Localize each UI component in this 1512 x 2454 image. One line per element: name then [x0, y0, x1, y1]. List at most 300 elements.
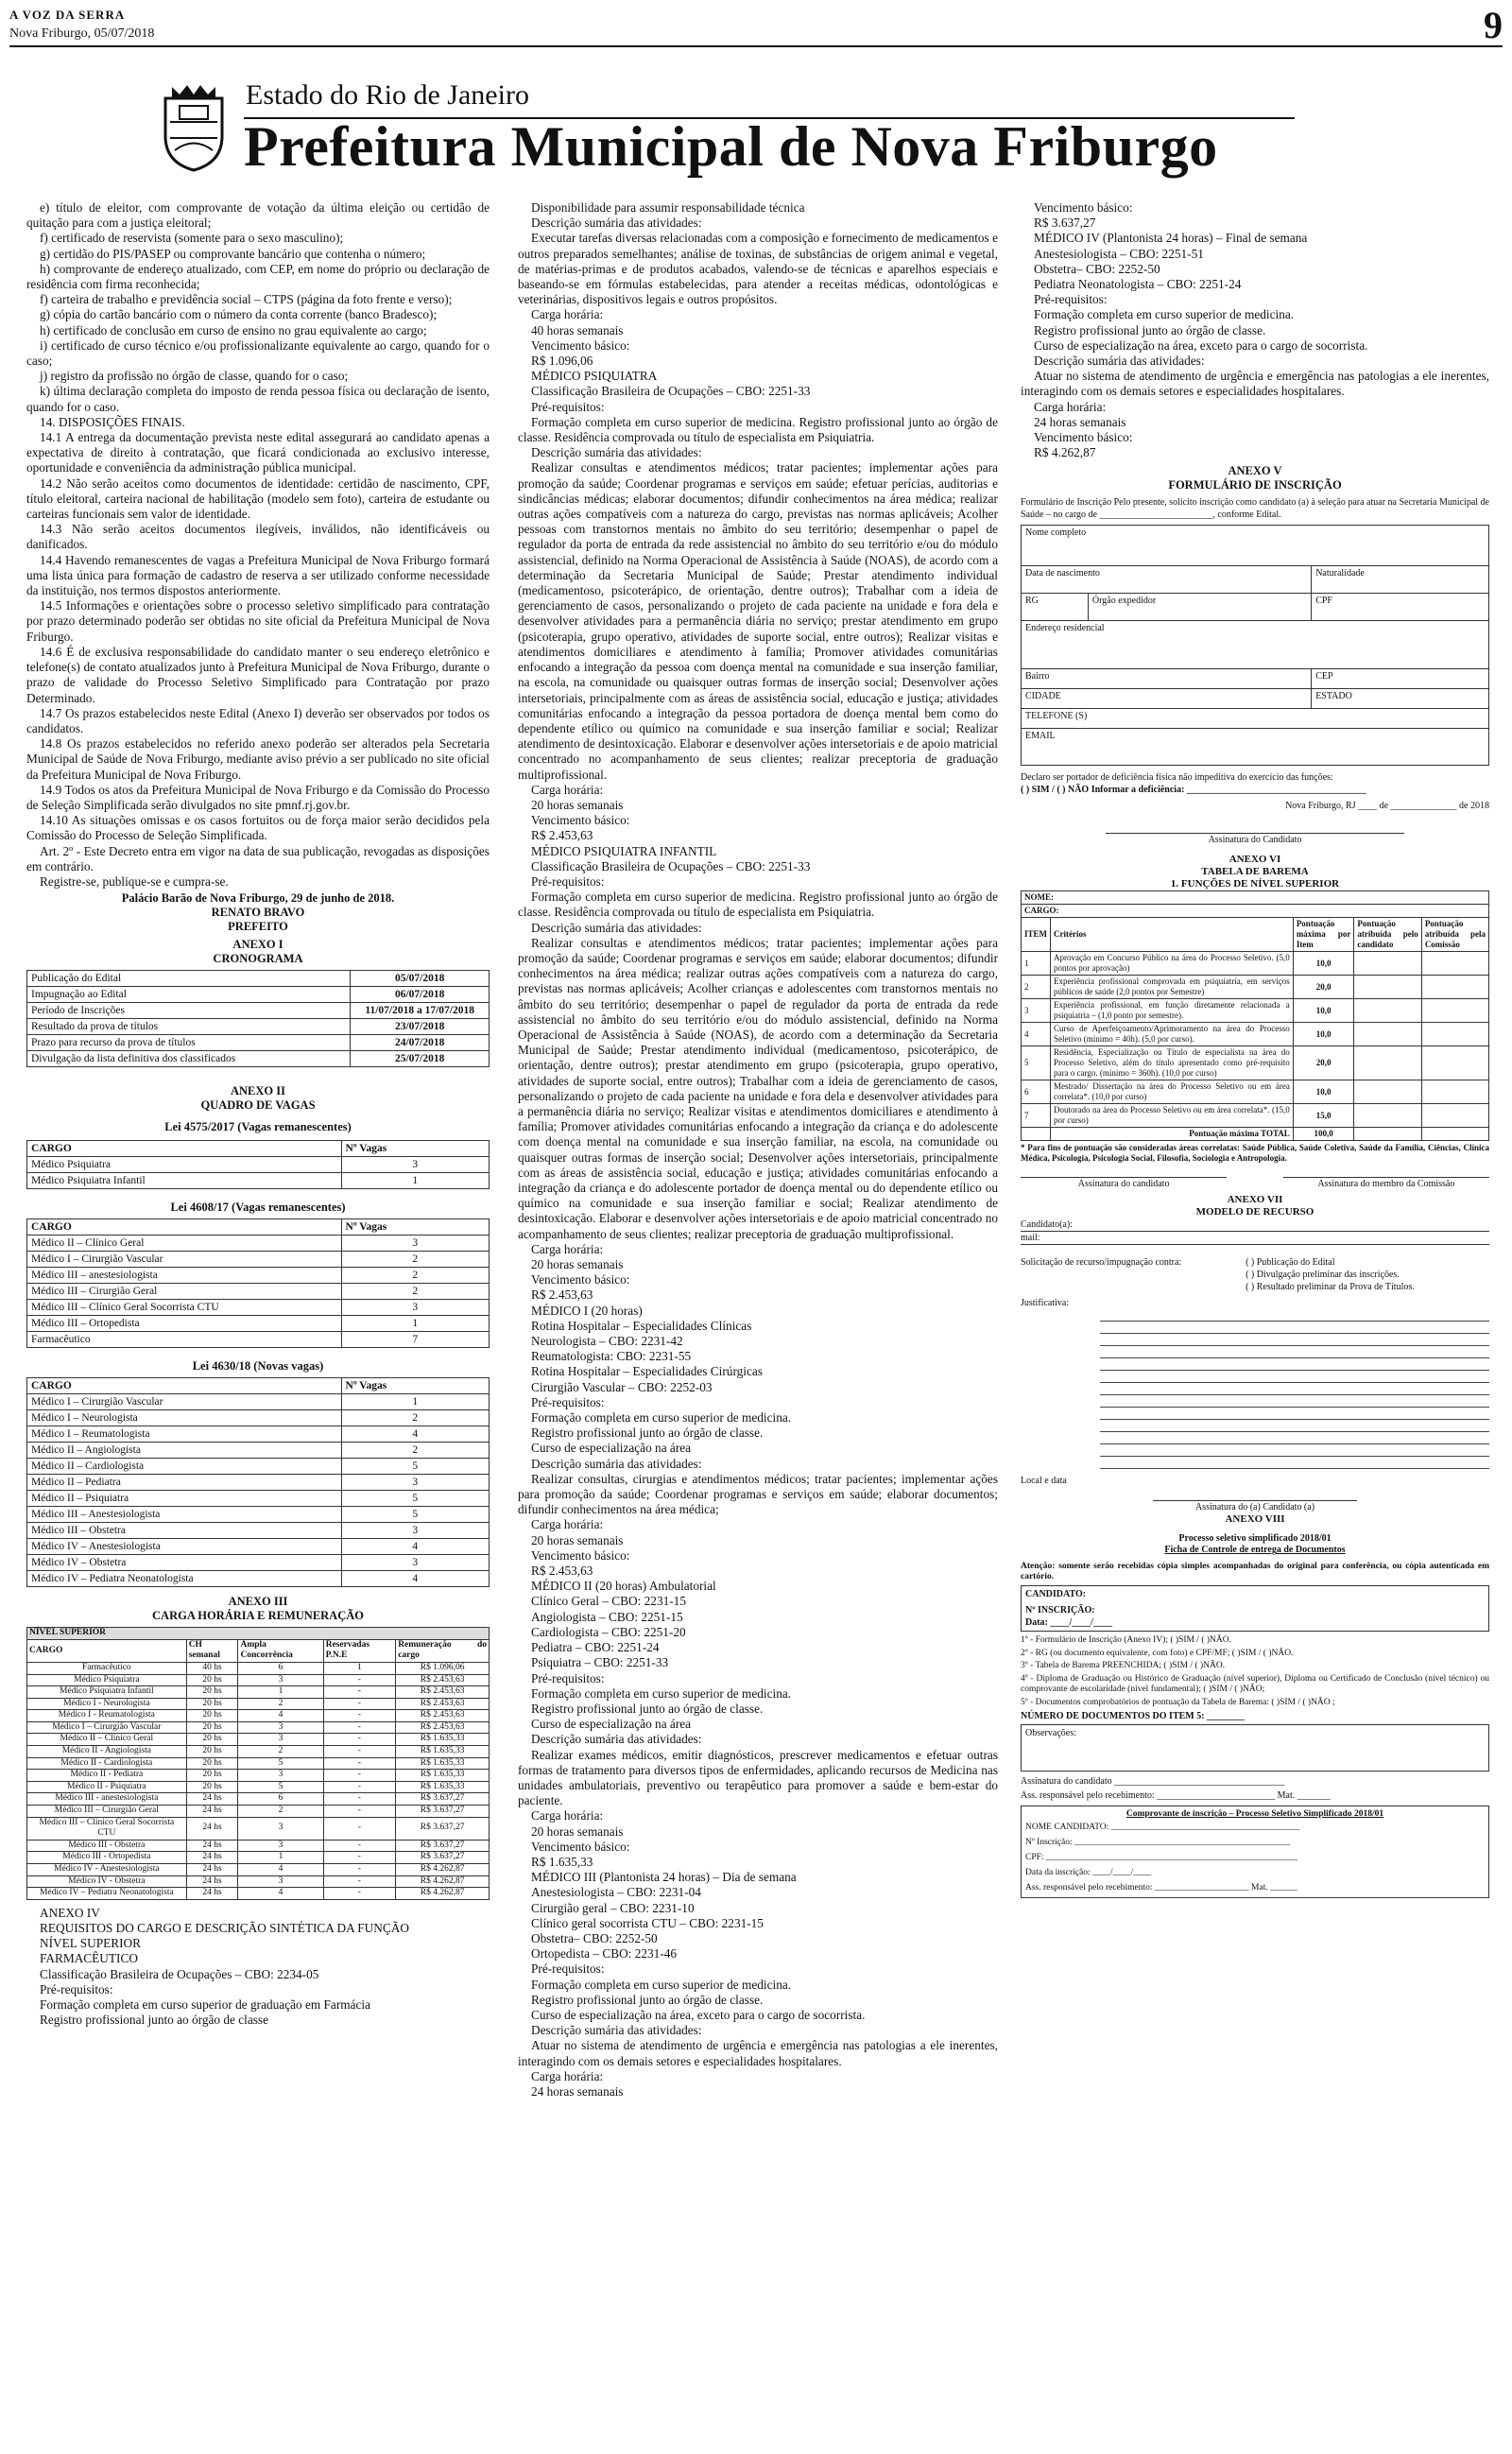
table-row [27, 971, 490, 987]
table-row [27, 1268, 490, 1284]
committee-points-cell[interactable] [1421, 1046, 1488, 1080]
table-cell: - [323, 1781, 396, 1793]
max-points-cell: 10,0 [1293, 1080, 1354, 1104]
table-cell: - [323, 1817, 396, 1840]
paragraph: R$ 1.096,06 [531, 354, 593, 369]
header-cell: CH semanal [186, 1639, 238, 1662]
table-cell: R$ 1.635,33 [396, 1781, 490, 1793]
table-cell: 3 [238, 1817, 323, 1840]
paragraph: 14.6 É de exclusiva responsabilidade do candidato manter o seu endereço eletrônico e telefone(s) de contato atualizados junto à Prefeitura Municipal de Nova Friburgo, durante o prazo de validade do Processo Seletivo Simplificado para Contratação por prazo Determinado. [26, 644, 490, 705]
paragraph: Formação completa em curso superior de medicina. [531, 1410, 792, 1426]
table-cell: Médico I - Neurologista [27, 1698, 187, 1710]
table-cell: R$ 3.637,27 [396, 1793, 490, 1806]
paragraph: Formação completa em curso superior de graduação em Farmácia [40, 1997, 371, 2013]
paragraph: Descrição sumária das atividades: [531, 1732, 702, 1747]
writing-line[interactable] [1100, 1358, 1489, 1371]
table-cell: 24 hs [186, 1793, 238, 1806]
paragraph: Realizar consultas e atendimentos médicos; tratar pacientes; implementar ações para promoção da saúde; Coordenar programas e serviços em saúde; efetuar perícias, auditorias e sindicâncias médicas; elaborar documentos; difundir conhecimentos na área médica; realizar outras ações compatíveis com a natureza do cargo, previstas nas normas aplicáveis; Acolher pessoas com transtornos mentais no âmbito do seu território; desempenhar o papel de regulador da porta de entrada da rede assistencial no âmbito do seu território e/ou do módulo assistencial, definido na Norma Operacional de Assistência à Saúde (NOAS), de acordo com a determinação da Secretaria Municipal de Saúde; Prestar atendimento individual (medicamentoso, psicoterápico, de orientação, dentre outros); Trabalhar com a ideia de gerenciamento de casos, personalizando o projeto de cada paciente na unidade e fora dela e desenvolver atividades para a permanência diária no serviço; prestar atendimento em grupo (psicoterapia, grupo operativo, atividades de suporte social, entre outros); Realizar visitas e atendimentos domiciliares e atendimento à família; Promover atividades comunitárias enfocando a integração da pessoa com doença mental na comunidade e sua inserção familiar, na escola, na comunidade ou quaisquer outras formas de inserção social; Desenvolver ações intersetoriais, principalmente com as áreas de assistência social, educação e justiça; atividades comunitárias enfocando a integração da pessoa portadora de doença mental bem como do dependente etílico ou químico na comunidade e sua inserção familiar e social; Realizar atendimento de desintoxicação. Elaborar e desenvolver ações intersetoriais e de apoio matricial concentrado no acompanhamento de seus clientes; realizar preceptoria de graduação multiprofissional. [518, 460, 998, 782]
paragraph: Reumatologista: CBO: 2231-55 [531, 1349, 692, 1364]
vagas-cell: 3 [341, 1300, 489, 1316]
writing-line[interactable] [1100, 1432, 1489, 1444]
paragraph: FARMACÊUTICO [40, 1951, 138, 1966]
paragraph: Rotina Hospitalar – Especialidades Clínicas [531, 1318, 752, 1333]
paragraph: Registro profissional junto ao órgão de classe. [1034, 322, 1266, 337]
cargo-cell: Médico II – Pediatra [27, 1475, 342, 1491]
job-descriptions-cont [1021, 200, 1489, 460]
paragraph: MÉDICO I (20 horas) [531, 1303, 643, 1318]
paragraph: Rotina Hospitalar – Especialidades Cirúrgicas [531, 1364, 763, 1379]
item-cell: 4 [1022, 1023, 1051, 1046]
header-vagas: Nº Vagas [341, 1141, 489, 1157]
paragraph: Classificação Brasileira de Ocupações – CBO: 2251-33 [531, 384, 811, 399]
annex8-attention: Atenção: somente serão recebidas cópia simples acompanhadas do original para conferência, ou cópia autenticada em cartório. [1021, 1562, 1489, 1582]
vagas-cell: 5 [341, 1507, 489, 1523]
paragraph: 14.5 Informações e orientações sobre o processo seletivo simplificado para contratação por prazo determinado poderão ser obtidas no site oficial da Prefeitura Municipal de Nova Friburgo. [26, 598, 490, 644]
table-cell: R$ 4.262,87 [396, 1875, 490, 1888]
paragraph: Curso de especialização na área, exceto para o cargo de socorrista. [1034, 337, 1368, 353]
paragraph: 14.9 Todos os atos da Prefeitura Municipal de Nova Friburgo e da Comissão do Processo de Seleção Simplificada serão divulgados no site pmnf.rj.gov.br. [26, 782, 490, 812]
vagas-cell: 2 [341, 1443, 489, 1459]
header-cargo: CARGO [27, 1378, 342, 1394]
appeal-request-label: Solicitação de recurso/impugnação contra: [1021, 1257, 1182, 1269]
paragraph: Carga horária: [531, 2068, 604, 2083]
vagas-cell: 2 [341, 1252, 489, 1268]
paragraph: Classificação Brasileira de Ocupações – CBO: 2251-33 [531, 858, 811, 873]
annex5-intro: Formulário de Inscrição Pelo presente, solicito inscrição como candidato (a) à seleção para atuar na Secretaria Municipal de Saúde – no cargo de ________________________, conforme Edital. [1021, 497, 1489, 521]
table-row [27, 1770, 490, 1782]
schedule-table [26, 970, 490, 1067]
table-cell: 40 hs [186, 1662, 238, 1674]
table-cell: 2 [238, 1698, 323, 1710]
checklist-item[interactable]: 4º - Diploma de Graduação ou Histórico de Graduação (nível superior), Diploma ou Certificado de Conclusão (nível técnico) ou comprovante de escolaridade (nível fundamental); ( )SIM / ( )NÃO; [1021, 1673, 1489, 1695]
disability-declaration: Declaro ser portador de deficiência física não impeditiva do exercício das funções: [1021, 772, 1333, 784]
header-cell: Pontuação atribuída pela Comissão [1421, 918, 1488, 952]
paragraph: Clínico Geral – CBO: 2231-15 [531, 1594, 686, 1609]
committee-points-cell[interactable] [1421, 999, 1488, 1023]
column-2 [518, 200, 998, 2100]
field-estado[interactable]: ESTADO [1312, 689, 1489, 709]
header-cell: Ampla Concorrência [238, 1639, 323, 1662]
table-row [27, 1300, 490, 1316]
candidate-points-cell[interactable] [1354, 1046, 1421, 1080]
table-cell: Médico IV - Obstetra [27, 1875, 187, 1888]
paragraph: Cirurgião geral – CBO: 2231-10 [531, 1900, 695, 1915]
law3-title: Lei 4630/18 (Novas vagas) [192, 1359, 324, 1374]
table-cell: 3 [238, 1721, 323, 1734]
table-row [1022, 1080, 1489, 1104]
table-row [27, 987, 490, 1003]
checklist-item[interactable]: 2º - RG (ou documento equivalente, com foto) e CPF/MF; ( )SIM / ( )NÃO. [1021, 1648, 1294, 1658]
table-cell: 3 [238, 1875, 323, 1888]
table-cell: 1 [238, 1852, 323, 1864]
checklist-item[interactable]: 5º - Documentos comprobatórios de pontuação da Tabela de Barema: ( )SIM / ( )NÃO ; [1021, 1697, 1335, 1707]
table-row [27, 1734, 490, 1746]
header-cell: CARGO [27, 1639, 187, 1662]
table-cell: - [323, 1875, 396, 1888]
vagas-cell: 3 [341, 1555, 489, 1571]
table-row [27, 1746, 490, 1758]
table-cell: 1 [323, 1662, 396, 1674]
appeal-option[interactable]: ( ) Publicação do Edital [1246, 1257, 1335, 1269]
table-cell: - [323, 1793, 396, 1806]
receipt-box [1021, 1806, 1489, 1898]
table-cell: Médico III - Ortopedista [27, 1852, 187, 1864]
paragraph: Executar tarefas diversas relacionadas com a composição e fornecimento de medicamentos e outros preparados semelhantes; análise de toxinas, de substâncias de origem animal e vegetal, de matérias-primas e de produtos acabados, valendo-se de técnicas e aparelhos especiais e baseando-se em fórmulas estabelecidas, para atender a receitas médicas, odontológicas e veterinárias, dispositivos legais e outros propósitos. [518, 231, 998, 307]
disability-options: ( ) SIM / ( ) NÃO Informar a deficiência: ______________________________________ [1021, 785, 1366, 796]
annex8-candidate[interactable]: CANDIDATO: [1025, 1589, 1087, 1600]
table-cell: 20 hs [186, 1770, 238, 1782]
field-bairro[interactable]: Bairro [1022, 669, 1312, 689]
criteria-cell: Residência, Especialização ou Título de especialista na área do Processo Seletivo, além do título apresentado como pré-requisito para o cargo. (mínimo = 360h). (10,0 por curso) [1051, 1046, 1294, 1080]
schedule-date: 24/07/2018 [351, 1035, 490, 1051]
annex2-title: ANEXO II [231, 1084, 285, 1098]
vagas-cell: 4 [341, 1539, 489, 1555]
paragraph: 40 horas semanais [531, 322, 624, 337]
appeal-option[interactable]: ( ) Divulgação preliminar das inscrições. [1246, 1270, 1400, 1281]
table-cell: Médico III – Cirurgião Geral [27, 1806, 187, 1818]
table-row [27, 1491, 490, 1507]
vacancies-table-1 [26, 1140, 490, 1189]
field-name[interactable]: Nome completo [1022, 526, 1489, 566]
paragraph: Pré-requisitos: [531, 1394, 605, 1409]
criteria-cell: Experiência profissional, em função diretamente relacionada a psiquiatria – (1,0 ponto por semestre). [1051, 999, 1294, 1023]
table-row [27, 1555, 490, 1571]
paragraph: REQUISITOS DO CARGO E DESCRIÇÃO SINTÉTICA DA FUNÇÃO [40, 1921, 409, 1935]
paragraph: MÉDICO III (Plantonista 24 horas) – Dia de semana [531, 1870, 797, 1885]
table-cell: 24 hs [186, 1806, 238, 1818]
item-cell: 5 [1022, 1046, 1051, 1080]
decree-text [26, 200, 490, 890]
table-row [27, 1571, 490, 1587]
table-row [27, 1173, 490, 1189]
appeal-option[interactable]: ( ) Resultado preliminar da Prova de Títulos. [1246, 1282, 1415, 1293]
paragraph: Registro profissional junto ao órgão de classe. [531, 1426, 764, 1441]
table-row [27, 1332, 490, 1348]
table-cell: R$ 4.262,87 [396, 1864, 490, 1876]
table-cell: - [323, 1734, 396, 1746]
paragraph: Ortopedista – CBO: 2231-46 [531, 1946, 678, 1961]
table-row [27, 1316, 490, 1332]
table-cell: - [323, 1674, 396, 1686]
receipt-line[interactable]: NOME CANDIDATO: __________________________________________ [1025, 1823, 1300, 1833]
receipt-title: Comprovante de inscrição – Processo Seletivo Simplificado 2018/01 [1125, 1809, 1384, 1820]
checklist-item[interactable]: 3º - Tabela de Barema PREENCHIDA; ( )SIM / ( )NÃO. [1021, 1661, 1226, 1671]
table-cell: 24 hs [186, 1864, 238, 1876]
appeal-justification-lines[interactable] [1100, 1309, 1489, 1469]
annex8-sig-receiver[interactable]: Ass. responsável pelo recebimento: _________________________ Mat. _______ [1021, 1790, 1331, 1802]
committee-points-cell[interactable] [1421, 952, 1488, 976]
annex8-inscription[interactable]: Nº INSCRIÇÃO: [1025, 1605, 1095, 1616]
table-row [27, 1721, 490, 1734]
candidate-points-cell[interactable] [1354, 1023, 1421, 1046]
candidate-points-cell[interactable] [1354, 952, 1421, 976]
receipt-line[interactable]: Nº Inscrição: ________________________________________________ [1025, 1838, 1291, 1848]
table-cell: 6 [238, 1662, 323, 1674]
table-cell: R$ 1.635,33 [396, 1757, 490, 1770]
table-cell: - [323, 1757, 396, 1770]
table-cell: - [323, 1746, 396, 1758]
paragraph: 14.2 Não serão aceitos como documentos de identidade: certidão de nascimento, CPF, título eleitoral, carteira nacional de habilitação (modelo sem foto), carteira de estudante ou carteiras funcionais sem valor de identidade. [26, 475, 490, 522]
vagas-cell: 3 [341, 1236, 489, 1252]
place-date: Nova Friburgo, RJ ____ de ______________ de 2018 [1285, 801, 1489, 812]
appeal-place-date[interactable]: Local e data [1021, 1476, 1067, 1487]
field-cep[interactable]: CEP [1312, 669, 1489, 689]
annex7-title: ANEXO VII [1227, 1194, 1283, 1206]
paragraph: Neurologista – CBO: 2231-42 [531, 1334, 683, 1349]
candidate-points-cell[interactable] [1354, 999, 1421, 1023]
table-cell: Médico II - Psiquiatra [27, 1781, 187, 1793]
table-row [27, 1710, 490, 1722]
table-cell: Médico II – Clínico Geral [27, 1734, 187, 1746]
paragraph: Atuar no sistema de atendimento de urgência e emergência nas patologias a ele inerentes, interagindo com os demais setores e especialidades hospitalares. [1021, 369, 1489, 399]
table-row [27, 1236, 490, 1252]
signer-role: PREFEITO [228, 920, 288, 934]
paragraph: Formação completa em curso superior de medicina. [531, 1685, 792, 1701]
barema-cargo[interactable]: CARGO: [1022, 905, 1489, 918]
table-row [1022, 976, 1489, 999]
barema-table [1021, 890, 1489, 1141]
candidate-points-cell[interactable] [1354, 1080, 1421, 1104]
checklist-item[interactable]: 1º - Formulário de Inscrição (Anexo IV); ( )SIM / ( )NÃO. [1021, 1635, 1231, 1646]
paragraph: g) certidão do PIS/PASEP ou comprovante bancário que contenha o número; [40, 246, 426, 261]
header-vagas: Nº Vagas [341, 1378, 489, 1394]
table-cell: - [323, 1770, 396, 1782]
vagas-cell: 2 [341, 1410, 489, 1426]
paragraph: 14.8 Os prazos estabelecidos no referido anexo poderão ser alterados pela Secretaria Municipal de Saúde de Nova Friburgo, mediante aviso prévio a ser publicado no site oficial da Prefeitura Municipal de Nova Friburgo. [26, 736, 490, 782]
table-row [27, 1443, 490, 1459]
paragraph: R$ 2.453,63 [531, 828, 593, 843]
field-email[interactable]: EMAIL [1022, 729, 1489, 766]
writing-line[interactable] [1100, 1408, 1489, 1420]
candidate-points-cell[interactable] [1354, 1104, 1421, 1128]
law1-title: Lei 4575/2017 (Vagas remanescentes) [164, 1120, 352, 1134]
cargo-cell: Médico I – Reumatologista [27, 1426, 342, 1443]
committee-points-cell[interactable] [1421, 976, 1488, 999]
vacancies-table-3 [26, 1377, 490, 1587]
table-row [1022, 1023, 1489, 1046]
paragraph: Formação completa em curso superior de medicina. Registro profissional junto ao órgão de classe. Residência comprovada ou título de especialista em Psiquiatria. [518, 890, 998, 920]
paragraph: Realizar consultas e atendimentos médicos; tratar pacientes; implementar ações para promoção da saúde; Coordenar programas e serviços em saúde; elaborar documentos; difundir conhecimentos na área médica; realizar outras ações compatíveis com a natureza do cargo, previstas nas normas aplicáveis; Acolher crianças e adolescentes com transtornos mentais no âmbito do seu território; desempenhar o papel de regulador da porta de entrada da rede assistencial no âmbito do seu território e/ou do módulo assistencial, definido na Norma Operacional de Assistência à Saúde (NOAS), de acordo com a determinação da Secretaria Municipal de Saúde; Prestar atendimento individual (medicamentoso, psicoterápico, de orientação, dentre outros); prestar atendimento em grupo (psicoterapia, grupo operativo, atividades de suporte social, entre outros); Trabalhar com a ideia de gerenciamento de casos, personalizando o projeto de cada paciente na unidade e fora dela e desenvolver atividades para a permanência diária no serviço; Realizar visitas e atendimentos domiciliares e atendimento à família; Promover atividades comunitárias enfocando a integração da criança e do adolescente com doença mental na comunidade e sua inserção familiar, na escola, na comunidade ou quaisquer outras formas de inserção social; Desenvolver ações intersetoriais, principalmente com as áreas de assistência social, educação e justiça; atividades comunitárias enfocando a integração da criança e do adolescente portador de doença mental ou do dependente etílico ou químico na comunidade e sua inserção familiar e social; Realizar atendimento de desintoxicação. Elaborar e desenvolver ações intersetoriais e de apoio matricial concentrado no acompanhamento de seus clientes; realizar preceptoria de graduação multiprofissional. [518, 935, 998, 1241]
writing-line[interactable] [1100, 1395, 1489, 1408]
table-cell: R$ 1.635,33 [396, 1746, 490, 1758]
paragraph: Art. 2º - Este Decreto entra em vigor na data de sua publicação, revogadas as disposições em contrário. [26, 843, 490, 873]
table-cell: 24 hs [186, 1840, 238, 1852]
field-orgao[interactable]: Órgão expedidor [1088, 594, 1311, 621]
paragraph: 14.10 As situações omissas e os casos fortuitos ou de força maior serão decididos pela Comissão do Processo de Seleção Simplificada. [26, 813, 490, 843]
paragraph: Pré-requisitos: [1034, 292, 1108, 307]
column-3 [1021, 200, 1489, 1898]
paragraph: Vencimento básico: [531, 1272, 630, 1287]
appeal-mail[interactable]: mail: [1021, 1232, 1489, 1245]
annex8-doc-count[interactable]: NÚMERO DE DOCUMENTOS DO ITEM 5: ________ [1021, 1711, 1246, 1722]
column-1 [26, 200, 490, 2028]
table-cell: 3 [238, 1770, 323, 1782]
table-row [27, 1888, 490, 1900]
paragraph: Registro profissional junto ao órgão de classe [40, 2013, 269, 2028]
annex3-subtitle: CARGA HORÁRIA E REMUNERAÇÃO [152, 1609, 364, 1623]
schedule-event: Prazo para recurso da prova de títulos [27, 1035, 351, 1051]
receipt-lines[interactable] [1025, 1820, 1485, 1895]
barema-note: * Para fins de pontuação são consideradas áreas correlatas: Saúde Pública, Saúde Coletiva, Saúde da Família, Ciências, Clínica Médica, Psicologia, Psicologia Social, Filosofia, Sociologia e Antropologia. [1021, 1143, 1489, 1164]
writing-line[interactable] [1100, 1420, 1489, 1432]
paragraph: Carga horária: [531, 1808, 604, 1823]
criteria-cell: Mestrado/ Dissertação na área do Processo Seletivo ou em área correlata*. (10,0 por curso) [1051, 1080, 1294, 1104]
table-row [27, 1852, 490, 1864]
receipt-line[interactable]: CPF: ________________________________________________________ [1025, 1853, 1297, 1863]
table-header [27, 1141, 490, 1157]
candidate-points-cell[interactable] [1354, 976, 1421, 999]
table-row [27, 1035, 490, 1051]
paragraph: Registro profissional junto ao órgão de classe. [531, 1701, 764, 1716]
paragraph: Descrição sumária das atividades: [1034, 354, 1205, 369]
receipt-line[interactable]: Data da inscrição: ____/____/____ [1025, 1868, 1152, 1878]
schedule-date: 06/07/2018 [351, 987, 490, 1003]
writing-line[interactable] [1100, 1444, 1489, 1457]
paragraph: Pré-requisitos: [531, 399, 605, 414]
header-cell: Reservadas P.N.E [323, 1639, 396, 1662]
paragraph: Psiquiatra – CBO: 2251-33 [531, 1655, 669, 1670]
vacancies-table-2 [26, 1218, 490, 1348]
header-cell: Critérios [1051, 918, 1294, 952]
table-row [27, 1394, 490, 1410]
field-naturalidade[interactable]: Naturalidade [1312, 566, 1489, 594]
field-rg[interactable]: RG [1022, 594, 1089, 621]
table-row [27, 1410, 490, 1426]
table-cell: Médico II - Cardiologista [27, 1757, 187, 1770]
table-cell: 1 [238, 1686, 323, 1699]
writing-line[interactable] [1100, 1371, 1489, 1383]
paragraph: ANEXO IV [40, 1905, 100, 1920]
max-points-cell: 10,0 [1293, 952, 1354, 976]
paragraph: MÉDICO II (20 horas) Ambulatorial [531, 1579, 716, 1594]
job-descriptions [518, 200, 998, 2100]
table-cell: 20 hs [186, 1746, 238, 1758]
table-cell: 3 [238, 1734, 323, 1746]
field-address[interactable]: Endereço residencial [1022, 621, 1489, 669]
table-cell: Médico II - Pediatra [27, 1770, 187, 1782]
table-cell: - [323, 1864, 396, 1876]
committee-points-cell[interactable] [1421, 1023, 1488, 1046]
table-cell: Médico Psiquiatra [27, 1674, 187, 1686]
table-cell: 20 hs [186, 1674, 238, 1686]
paragraph: Carga horária: [531, 782, 604, 797]
committee-points-cell[interactable] [1421, 1080, 1488, 1104]
annex3-title: ANEXO III [228, 1595, 288, 1609]
table-cell: 20 hs [186, 1698, 238, 1710]
paragraph: R$ 4.262,87 [1034, 445, 1096, 460]
cargo-cell: Médico I – Cirurgião Vascular [27, 1394, 342, 1410]
table-cell: 20 hs [186, 1734, 238, 1746]
table-cell: - [323, 1840, 396, 1852]
candidate-signature: Assinatura do Candidato [1106, 833, 1404, 846]
cargo-cell: Médico I – Cirurgião Vascular [27, 1252, 342, 1268]
vagas-cell: 1 [341, 1173, 489, 1189]
paragraph: 20 horas semanais [531, 1257, 624, 1272]
table-cell: 20 hs [186, 1710, 238, 1722]
receipt-line[interactable]: Ass. responsável pelo recebimento: _____________________ Mat. ______ [1025, 1883, 1297, 1893]
annex4-start [26, 1906, 490, 2029]
table-cell: - [323, 1710, 396, 1722]
cargo-cell: Médico III – Anestesiologista [27, 1507, 342, 1523]
header-cell: Pontuação máxima por Item [1293, 918, 1354, 952]
table-row [27, 1426, 490, 1443]
table-cell: 24 hs [186, 1852, 238, 1864]
table-cell: 6 [238, 1793, 323, 1806]
table-cell: - [323, 1698, 396, 1710]
table-header [27, 1639, 490, 1662]
table-row [27, 1628, 490, 1640]
schedule-event: Impugnação ao Edital [27, 987, 351, 1003]
table-cell: - [323, 1806, 396, 1818]
table-row [1022, 1104, 1489, 1128]
paragraph: 20 horas semanais [531, 797, 624, 812]
schedule-date: 23/07/2018 [351, 1019, 490, 1035]
field-phone[interactable]: TELEFONE (S) [1022, 709, 1489, 729]
paragraph: Vencimento básico: [531, 1547, 630, 1563]
cargo-cell: Médico II – Angiologista [27, 1443, 342, 1459]
max-points-cell: 20,0 [1293, 976, 1354, 999]
table-row [27, 1051, 490, 1067]
field-cpf[interactable]: CPF [1312, 594, 1489, 621]
writing-line[interactable] [1100, 1309, 1489, 1322]
paragraph: e) título de eleitor, com comprovante de votação da última eleição ou certidão de quitação para com a justiça eleitoral; [26, 200, 490, 231]
table-cell: R$ 3.637,27 [396, 1840, 490, 1852]
committee-points-cell[interactable] [1421, 1104, 1488, 1128]
appeal-candidate[interactable]: Candidato(a): [1021, 1218, 1489, 1232]
annex8-sig-candidate[interactable]: Assinatura do candidato ____________________________________ [1021, 1776, 1285, 1788]
cargo-cell: Médico III – Ortopedista [27, 1316, 342, 1332]
writing-line[interactable] [1100, 1346, 1489, 1358]
header-cell: ITEM [1022, 918, 1051, 952]
paragraph: Pré-requisitos: [40, 1981, 113, 1996]
table-cell: 20 hs [186, 1781, 238, 1793]
table-row [27, 1459, 490, 1475]
annex8-observations[interactable]: Observações: [1021, 1724, 1489, 1771]
annex7-subtitle: MODELO DE RECURSO [1195, 1206, 1314, 1218]
paragraph: Curso de especialização na área [531, 1717, 692, 1732]
annex6-level: 1. FUNÇÕES DE NÍVEL SUPERIOR [1170, 878, 1340, 890]
paragraph: Formação completa em curso superior de medicina. [1034, 307, 1295, 322]
barema-total-label: Pontuação máxima TOTAL [1051, 1128, 1294, 1141]
vagas-cell: 3 [341, 1523, 489, 1539]
field-cidade[interactable]: CIDADE [1022, 689, 1312, 709]
cargo-cell: Médico Psiquiatra Infantil [27, 1173, 342, 1189]
writing-line[interactable] [1100, 1322, 1489, 1334]
paragraph: Classificação Brasileira de Ocupações – CBO: 2234-05 [40, 1966, 319, 1981]
annex8-date[interactable]: Data: ____/____/____ [1025, 1617, 1112, 1629]
paragraph: R$ 2.453,63 [531, 1564, 593, 1579]
paragraph: Formação completa em curso superior de medicina. Registro profissional junto ao órgão de classe. Residência comprovada ou título de especialista em Psiquiatria. [518, 414, 998, 445]
cargo-cell: Médico III – Cirurgião Geral [27, 1284, 342, 1300]
item-cell: 1 [1022, 952, 1051, 976]
table-row [27, 1757, 490, 1770]
paragraph: Cirurgião Vascular – CBO: 2252-03 [531, 1379, 713, 1394]
vagas-cell: 4 [341, 1426, 489, 1443]
writing-line[interactable] [1100, 1334, 1489, 1346]
annex8-subtitle-2: Ficha de Controle de entrega de Documentos [1164, 1545, 1346, 1556]
table-cell: - [323, 1888, 396, 1900]
writing-line[interactable] [1100, 1457, 1489, 1469]
barema-name[interactable]: NOME: [1022, 891, 1489, 905]
paragraph: g) cópia do cartão bancário com o número da conta corrente (banco Bradesco); [40, 307, 438, 322]
table-cell: Médico I – Cirurgião Vascular [27, 1721, 187, 1734]
field-birth[interactable]: Data de nascimento [1022, 566, 1312, 594]
table-cell: Médico Psiquiatra Infantil [27, 1686, 187, 1699]
writing-line[interactable] [1100, 1383, 1489, 1395]
paragraph: Vencimento básico: [1034, 200, 1133, 215]
vagas-cell: 1 [341, 1394, 489, 1410]
annex6-title: ANEXO VI [1228, 854, 1281, 866]
